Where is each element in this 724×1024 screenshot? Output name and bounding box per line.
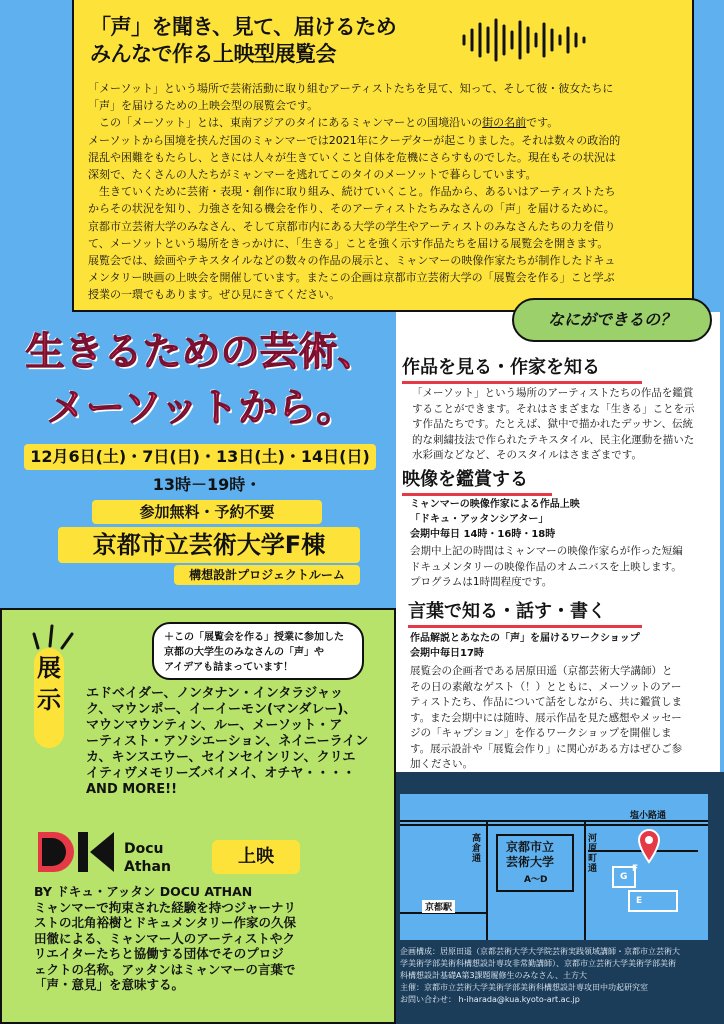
section-workshop-info: 作品解説とあなたの「声」を届けるワークショップ 会期中毎日17時 (410, 633, 640, 659)
artist-list: エドベイダー、ノンタナン・インタラジャッ ク、マウンポー、イーイーモン(マンダレー)、 マウンマウンティン、ルー、メーソット・ア ーティスト・アソシエーション、ネイニーライン カ、キンスエウー、セインセインリン、クリエ イティヴメモリーズバイメイ、オチヤ・・・・ AND MORE!! (86, 686, 369, 797)
section-screening-info: ミャンマーの映像作家による作品上映 「ドキュ・アッタンシアター」 会期中毎日 14時・16時・18時 (410, 499, 580, 540)
intro-panel (72, 0, 694, 312)
section-workshop-body: 展覧会の企画者である居原田遥（京都芸術大学講師）と その日の素敵なゲスト（！）とともに、メーソットのアー ティストたち、作品について話をしながら、共に鑑賞しま す。また会期中には随時、展示作品を見た感想やメッセー ジの「キャプション」を作るワークショップを開催しま す。展示設計や「展覧会作り」に関心がある方はぜひご参 加ください。 (410, 665, 683, 770)
map-campus-name: 京都市立 芸術大学 (506, 840, 555, 869)
speech-bubble: ＋この「展覧会を作る」授業に参加した 京都の大学生のみなさんの「声」や アイデアも詰まっています！ (152, 622, 364, 680)
event-dates: 12月6日(土)・7日(日)・13日(土)・14日(日) (24, 444, 376, 470)
venue-room: 構想設計プロジェクトルーム (174, 565, 360, 585)
sparkle-icon (30, 620, 80, 652)
map-label-road: 高 倉 通 (472, 834, 482, 864)
intro-paragraph-1: 「メーソット」という場所で芸術活動に取り組むアーティストたちを見て、知って、そして彼・彼女たちに 「声」を届けるための上映会型の展覧会です。 (88, 82, 614, 113)
section-underline (402, 493, 552, 496)
docu-athan-logo-icon (34, 828, 118, 876)
docu-athan-logo-text: Docu Athan (124, 841, 171, 875)
docu-athan-description: BY ドキュ・アッタン DOCU ATHAN ミャンマーで拘束された経験を持つジャーナリ ストの北角裕樹とドキュメンタリー作家の久保 田徹による、ミャンマー人のアーティストやク リエイターたちと協働する団体でそのプロジ ェクトの名称。アッタンはミャンマーの言葉で 「声・意見」を意味する。 (34, 884, 297, 992)
location-pin-icon (636, 828, 662, 864)
intro-paragraph-2: この「メーソット」とは、東南アジアのタイにあるミャンマーとの国境沿いの (88, 116, 483, 130)
venue-name: 京都市立芸術大学F棟 (58, 527, 360, 563)
map-label-road: 塩小路通 (630, 811, 667, 821)
intro-title: 「声」を聞き、見て、届けるため みんなで作る上映型展覧会 (90, 15, 397, 66)
map-campus (496, 834, 574, 892)
map-building-g-label: G (620, 872, 628, 882)
section-screening-title: 映像を鑑賞する (402, 469, 528, 490)
map-building-f-label: F (632, 864, 639, 874)
section-view-works-body: 「メーソット」という場所のアーティストたちの作品を鑑賞 することができます。それはさまざまな「生きる」ことを示 す作品たちです。たとえば、獄中で描かれたデッサン、伝統 的な刺繍技法で作られたテキスタイル、民主化運動を描いた 水彩画などなど、そのスタイルはさまざまです。 (412, 387, 695, 461)
section-underline (408, 625, 642, 628)
map-label-station: 京都駅 (422, 900, 455, 913)
map-road (486, 822, 488, 940)
credits: 企画構成：居原田遥（京都芸術大学大学院芸術実践領域講師・京都市立芸術大 学美術学部美術科構想設計専攻非常勤講師）、京都市立芸術大学美術学部美術 科構想設計基礎A第3課題履修生のみなさん、土方大 主催：京都市立芸術大学美術学部美術科構想設計専攻田中功起研究室 お問い合わせ： h-iharada@kua.kyoto-art.ac.jp (400, 947, 680, 1004)
event-hours: 13時－19時・ (152, 475, 262, 494)
section-underline (402, 381, 642, 384)
map-road (584, 822, 586, 940)
event-title: 生きるための芸術、 メーソットから。 (25, 330, 377, 431)
exhibit-label: 展 示 (34, 648, 64, 748)
activities-bubble: なにができるの？ (512, 298, 712, 342)
section-screening-body: 会期中上記の時間はミャンマーの映像作家らが作った短編 ドキュメンタリーの映像作品のオムニバスを上映します。 プログラムは1時間程度です。 (410, 545, 683, 588)
access-map (400, 794, 708, 940)
intro-underlined-text: 街の名前 (482, 116, 527, 130)
sound-wave-icon (458, 18, 618, 62)
section-workshop-title: 言葉で知る・話す・書く (408, 601, 606, 622)
admission-badge: 参加無料・予約不要 (92, 500, 322, 524)
section-view-works-title: 作品を見る・作家を知る (402, 357, 600, 378)
intro-paragraph-3: メーソットから国境を挟んだ国のミャンマーでは2021年にクーデターが起こりました。それは数々の政治的 混乱や困難をもたらし、ときには人々が生きていくこと自体を危機にさらすものでした。現在もその状況は 深刻で、たくさんの人たちがミャンマーを逃れてこのタイのメーソットで暮らしています。 生きていくために芸術・表現・創作に取り組み、続けていくこと。作品から、あるいはアーティストたち からその状況を知り、力強さを知る機会を作り、そのアーティストたちみなさんの「声」を届けるために。 京都市立芸術大学のみなさん、そして京都市内にある大学の学生やアーティストのみなさんたちの力を借り て、メーソットという場所をきっかけに、「生きる」ことを強く示す作品たちを届ける展覧会を開きます。 展覧会では、絵画やテキスタイルなどの数々の作品の展示と、ミャンマーの映像作家たちが制作したドキュ メンタリー映画の上映会を開催しています。またこの企画は京都市立芸術大学の「展覧会を作る」こと学ぶ 授業の一環でもあります。ぜひ見にきてください。 (88, 133, 621, 302)
map-label-road: 河 原 町 通 (588, 834, 598, 874)
map-building-e (628, 890, 678, 912)
map-campus-buildings: A～D (524, 875, 548, 885)
map-road (400, 824, 708, 826)
intro-body (88, 80, 684, 304)
screening-label: 上映 (212, 840, 300, 874)
map-building-e-label: E (636, 896, 643, 906)
intro-paragraph-2-end: です。 (526, 116, 559, 130)
